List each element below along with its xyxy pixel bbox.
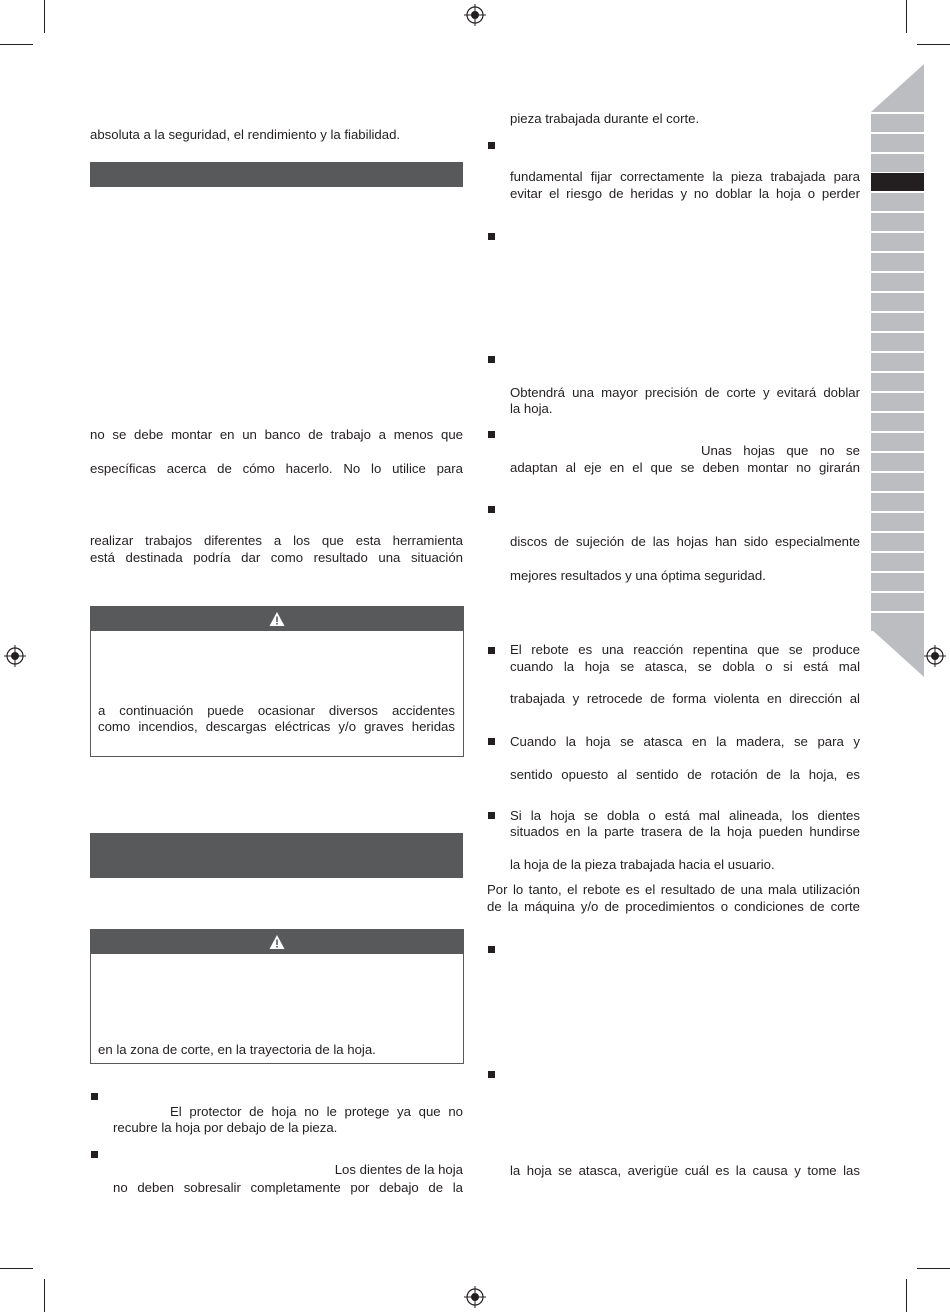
paragraph-line: de la máquina y/o de procedimientos o condiciones de corte (487, 899, 860, 914)
language-tab-active[interactable] (871, 173, 924, 191)
warning-text-line: en la zona de corte, en la trayectoria de la hoja. (98, 1042, 376, 1057)
bullet-icon (488, 431, 495, 438)
registration-mark-icon (464, 1286, 486, 1308)
paragraph-line: está destinada podría dar como resultado una situación (90, 550, 463, 565)
paragraph-line: realizar trabajos diferentes a los que esta herramienta (90, 533, 463, 548)
paragraph-line: Obtendrá una mayor precisión de corte y evitará doblar (510, 385, 860, 400)
warning-text-line: a continuación puede ocasionar diversos accidentes (98, 703, 455, 718)
section-header-bar (90, 833, 463, 878)
paragraph-line: adaptan al eje en el que se deben montar no girarán (510, 460, 860, 475)
bullet-icon (488, 142, 495, 149)
language-tab[interactable] (871, 593, 924, 611)
paragraph-line: sentido opuesto al sentido de rotación de la hoja, es (510, 767, 860, 782)
language-tab[interactable] (871, 213, 924, 231)
bullet-icon (488, 946, 495, 953)
crop-mark (917, 1268, 950, 1269)
language-tab[interactable] (871, 114, 924, 132)
language-tab[interactable] (871, 433, 924, 451)
crop-mark (0, 44, 33, 45)
paragraph-line: específicas acerca de cómo hacerlo. No lo utilice para (90, 461, 463, 476)
language-tab[interactable] (871, 154, 924, 172)
bullet-icon (488, 233, 495, 240)
paragraph-line: pieza trabajada durante el corte. (510, 111, 700, 126)
language-tab[interactable] (871, 473, 924, 491)
language-tab[interactable] (871, 453, 924, 471)
warning-box-header (91, 930, 463, 954)
bullet-icon (488, 647, 495, 654)
warning-triangle-icon (269, 611, 285, 627)
paragraph-line: El rebote es una reacción repentina que se produce (510, 642, 860, 657)
paragraph-line: situados en la parte trasera de la hoja pueden hundirse (510, 824, 860, 839)
language-tab[interactable] (871, 553, 924, 571)
language-tab[interactable] (871, 353, 924, 371)
language-tab[interactable] (871, 333, 924, 351)
side-tab-top-triangle (871, 64, 924, 112)
bullet-text-line: Los dientes de la hoja (334, 1162, 463, 1177)
warning-box-header (91, 607, 463, 631)
bullet-text-line: recubre la hoja por debajo de la pieza. (113, 1120, 338, 1135)
paragraph-line: la hoja. (510, 401, 553, 416)
language-tab[interactable] (871, 533, 924, 551)
crop-mark (917, 44, 950, 45)
bullet-icon (91, 1151, 98, 1158)
paragraph-line: fundamental fijar correctamente la pieza trabajada para (510, 169, 860, 184)
paragraph-line: Por lo tanto, el rebote es el resultado de una mala utilización (487, 882, 860, 897)
warning-box (90, 606, 464, 757)
section-header-bar (90, 162, 463, 187)
bullet-text-line: no deben sobresalir completamente por debajo de la (113, 1180, 463, 1195)
bullet-icon (488, 812, 495, 819)
crop-mark (44, 0, 45, 33)
crop-mark (0, 1268, 33, 1269)
paragraph-line: cuando la hoja se atasca, se dobla o si está mal (510, 659, 860, 674)
bullet-icon (488, 506, 495, 513)
paragraph-line: Si la hoja se dobla o está mal alineada, los dientes (510, 808, 860, 823)
language-tab[interactable] (871, 573, 924, 591)
language-tab[interactable] (871, 293, 924, 311)
warning-triangle-icon (269, 934, 285, 950)
warning-text-line: como incendios, descargas eléctricas y/o graves heridas (98, 719, 455, 734)
bullet-icon (488, 1071, 495, 1078)
paragraph-line: trabajada y retrocede de forma violenta en dirección al (510, 691, 860, 706)
paragraph-line: la hoja de la pieza trabajada hacia el usuario. (510, 857, 775, 872)
bullet-icon (488, 356, 495, 363)
crop-mark (44, 1279, 45, 1312)
paragraph-line: discos de sujeción de las hojas han sido especialmente (510, 534, 860, 549)
bullet-icon (488, 738, 495, 745)
side-tab-bottom-triangle (871, 629, 924, 677)
registration-mark-icon (924, 645, 946, 667)
crop-mark (906, 0, 907, 33)
language-tab[interactable] (871, 273, 924, 291)
language-tab[interactable] (871, 134, 924, 152)
paragraph-line: la hoja se atasca, averigüe cuál es la causa y tome las (510, 1163, 860, 1178)
language-tab[interactable] (871, 193, 924, 211)
language-tab[interactable] (871, 413, 924, 431)
bullet-text-line: El protector de hoja no le protege ya que no (170, 1104, 463, 1119)
language-tab[interactable] (871, 233, 924, 251)
paragraph-line: evitar el riesgo de heridas y no doblar la hoja o perder (510, 186, 860, 201)
warning-box (90, 929, 464, 1064)
language-tab[interactable] (871, 393, 924, 411)
paragraph-line: Cuando la hoja se atasca en la madera, se para y (510, 734, 860, 749)
intro-line: absoluta a la seguridad, el rendimiento y la fiabilidad. (90, 127, 401, 142)
paragraph-line: no se debe montar en un banco de trabajo a menos que (90, 427, 463, 442)
bullet-icon (91, 1093, 98, 1100)
paragraph-line: Unas hojas que no se (701, 443, 860, 458)
language-tab[interactable] (871, 493, 924, 511)
language-tab[interactable] (871, 313, 924, 331)
paragraph-line: mejores resultados y una óptima seguridad. (510, 568, 766, 583)
language-tab[interactable] (871, 513, 924, 531)
language-tab[interactable] (871, 253, 924, 271)
registration-mark-icon (464, 4, 486, 26)
crop-mark (906, 1279, 907, 1312)
language-tab[interactable] (871, 373, 924, 391)
registration-mark-icon (4, 645, 26, 667)
